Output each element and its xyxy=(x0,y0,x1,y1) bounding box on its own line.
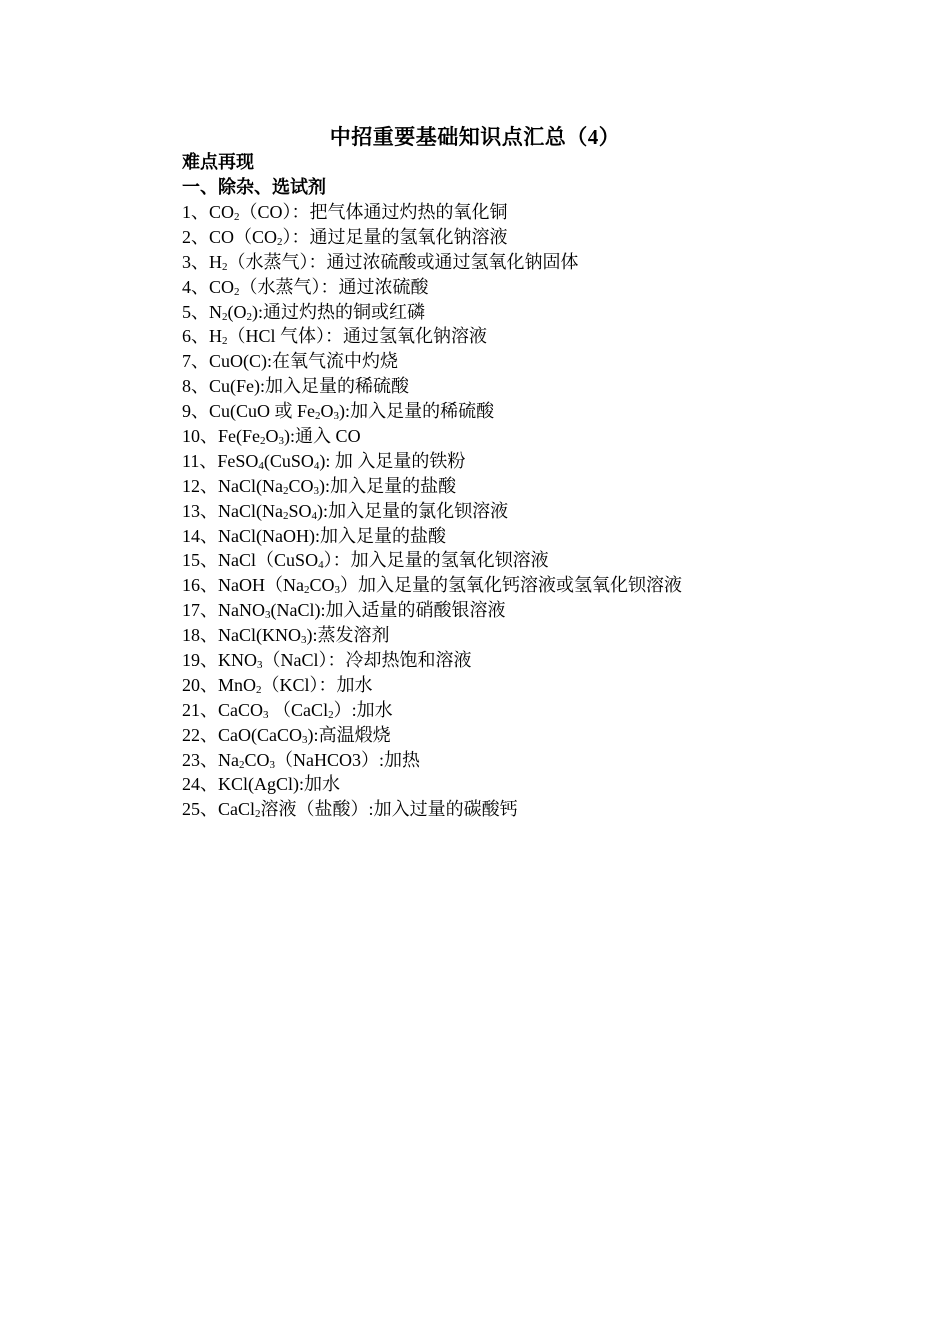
list-item: 16、$NaOH(Na_2CO_3)$加入足量的氢氧化钙溶液或氢氧化钡溶液 xyxy=(182,575,683,597)
list-item: 13、$NaCl(Na_2SO_4)$:加入足量的氯化钡溶液 xyxy=(182,500,509,522)
list-item: 5、$N_2(O_2)$:通过灼热的铜或红磷 xyxy=(182,301,426,323)
list-item: 25、CaCl$_2$溶液（盐酸）:加入过量的碳酸钙 xyxy=(182,799,518,821)
list-item: 20、MnO$_2$（KCl）：加水 xyxy=(182,674,373,696)
list-item: 4、$CO_2$（水蒸气）：通过浓硫酸 xyxy=(182,276,429,298)
item-list xyxy=(182,200,902,822)
list-item: 6、$H_2(HCl$ 气体）：通过氢氧化钠溶液 xyxy=(182,326,488,348)
list-item: 11、FeSO$_4$(CuSO$_4$): 加 入足量的铁粉 xyxy=(182,450,466,472)
list-item: 14、NaCl(NaOH):加入足量的盐酸 xyxy=(182,525,446,546)
section-heading: 难点再现 xyxy=(182,152,254,172)
list-item: 22、CaO(CaCO$_3$):高温煅烧 xyxy=(182,724,391,746)
list-item: 8、Cu(Fe):加入足量的稀硫酸 xyxy=(182,376,409,397)
list-item: 7、CuO(C):在氧气流中灼烧 xyxy=(182,351,398,372)
list-item: 18、$NaCl(KNO_3)$:蒸发溶剂 xyxy=(182,625,390,647)
list-item: 19、$KNO_3(NaCl)$：冷却热饱和溶液 xyxy=(182,650,472,672)
list-item: 17、NaNO$_3$(NaCl):加入适量的硝酸银溶液 xyxy=(182,600,506,622)
list-item: 2、$CO(CO_2)$：通过足量的氢氧化钠溶液 xyxy=(182,226,508,248)
list-item: 15、NaCl（CuSO$_4$）：加入足量的氢氧化钡溶液 xyxy=(182,550,549,572)
list-item: 12、$NaCl(Na_2CO_3)$:加入足量的盐酸 xyxy=(182,475,457,497)
document-body xyxy=(182,150,902,822)
list-item: 1、$CO_2(CO)$：把气体通过灼热的氧化铜 xyxy=(182,202,508,223)
subsection-heading: 一、除杂、选试剂 xyxy=(182,177,326,197)
list-item: 21、CaCO$_3$ （CaCl$_2$）:加水 xyxy=(182,699,393,721)
list-item: 9、Cu(CuO 或 $Fe_2O_3$):加入足量的稀硫酸 xyxy=(182,401,495,423)
page-title: 中招重要基础知识点汇总（4） xyxy=(329,125,621,149)
list-item: 24、KCl(AgCl):加水 xyxy=(182,774,341,795)
list-item: 23、$Na_2CO_3(NaHCO3)$:加热 xyxy=(182,749,421,771)
list-item: 3、$H_2$（水蒸气）：通过浓硫酸或通过氢氧化钠固体 xyxy=(182,251,579,273)
list-item: 10、$Fe(Fe_2O_3)$:通入 CO xyxy=(182,426,361,448)
